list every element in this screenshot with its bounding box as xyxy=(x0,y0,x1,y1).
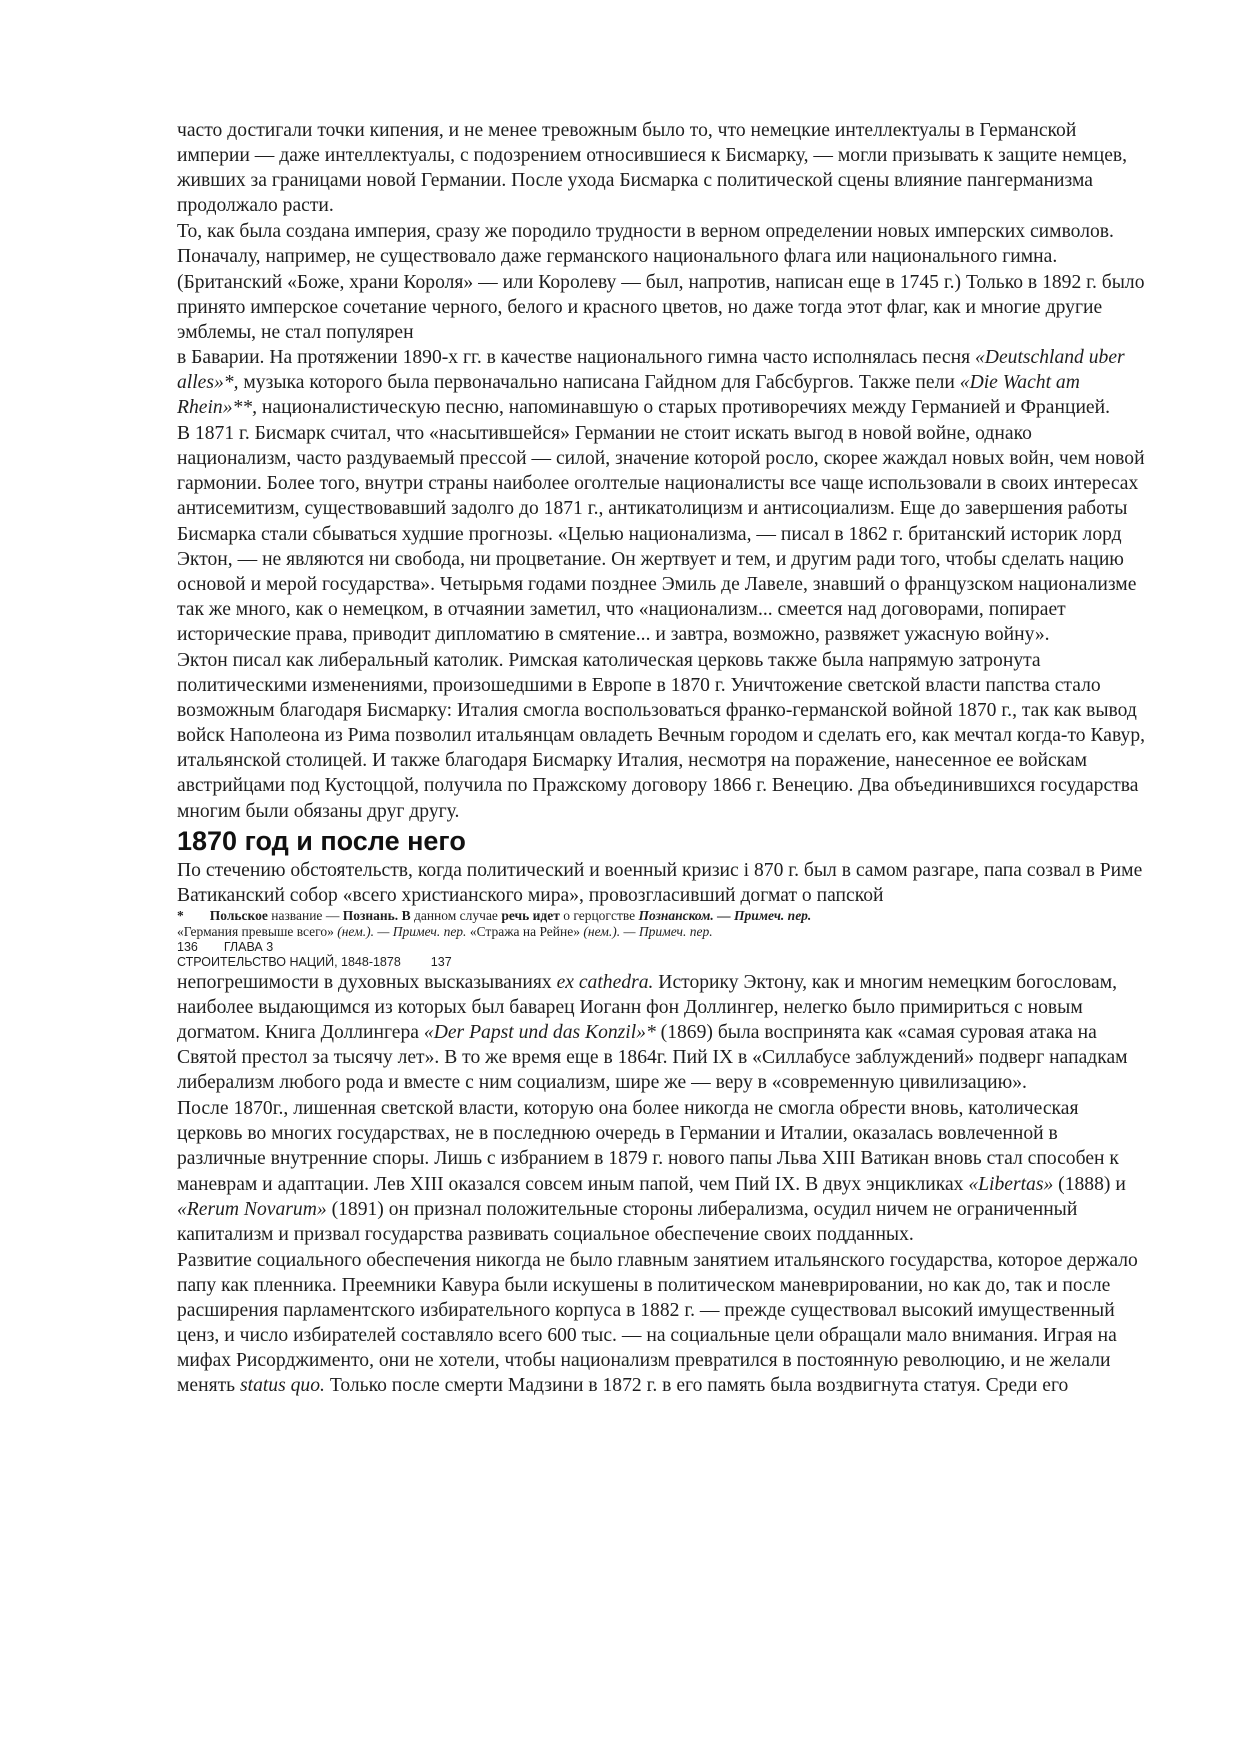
running-header xyxy=(177,940,1147,955)
paragraph: То, как была создана империя, сразу же породило трудности в верном определении новых имперских символов. Поначалу, например, не существовало даже германского национального флага или национального гимна. (Британский «Боже, храни Короля» — или Королеву — был, напротив, написан еще в 1745 г.) Только в 1892 г. было принято имперское сочетание черного, белого и красного цветов, но даже тогда этот флаг, как и многие другие эмблемы, не стал популярен xyxy=(177,221,1145,343)
running-header xyxy=(177,955,1147,970)
paragraph: В 1871 г. Бисмарк считал, что «насытившейся» Германии не стоит искать выгод в новой войне, однако национализм, часто раздуваемый прессой — силой, значение которой росло, скорее жаждал новых войн, чем новой гармонии. Более того, внутри страны наиболее оголтелые националисты все чаще использовали в своих интересах антисемитизм, существовавший задолго до 1871 г., антикатолицизм и антисоциализм. Еще до завершения работы Бисмарка стали сбываться худшие прогнозы. «Целью национализма, — писал в 1862 г. британский историк лорд Эктон, — не являются ни свобода, ни процветание. Он жертвует и тем, и другим ради того, чтобы сделать нацию основой и мерой государства». Четырьмя годами позднее Эмиль де Лавеле, знавший о французском национализме так же много, как о немецком, в отчаянии заметил, что «национализм... смеется над договорами, попирает исторические права, приводит дипломатию в смятение... и завтра, возможно, развяжет ужасную войну». xyxy=(177,423,1145,645)
footnote: * Польское название — Познань. В данном случае речь идет о герцогстве Познанском. — Примеч. пер. xyxy=(177,907,812,923)
chapter-label: ГЛАВА 3 xyxy=(223,939,274,954)
paragraph: После 1870г., лишенная светской власти, которую она более никогда не смогла обрести вновь, католическая церковь во многих государствах, не в последнюю очередь в Германии и Италии, оказалась вовлеченной в различные внутренние споры. Лишь с избранием в 1879 г. нового папы Льва XIII Ватикан вновь стал способен к маневрам и адаптации. Лев XIII оказался совсем иным папой, чем Пий IX. В двух энцикликах «Libertas» (1888) и «Rerum Novarum» (1891) он признал положительные стороны либерализма, осудил ничем не ограниченный капитализм и призвал государства развивать социальное обеспечение своих подданных. xyxy=(177,1098,1126,1245)
paragraph: Эктон писал как либеральный католик. Римская католическая церковь также была напрямую затронута политическими изменениями, произошедшими в Европе в 1870 г. Уничтожение светской власти папства стало возможным благодаря Бисмарку: Италия смогла воспользоваться франко-германской войной 1870 г., так как вывод войск Наполеона из Рима позволил итальянцам овладеть Вечным городом и сделать его, как мечтал когда-то Кавур, итальянской столицей. И также благодаря Бисмарку Италия, несмотря на поражение, нанесенное ее войскам австрийцами под Кустоццой, получила по Пражскому договору 1866 г. Венецию. Два объединившихся государства многим были обязаны друг другу. xyxy=(177,649,1146,822)
page-number: 137 xyxy=(430,954,452,969)
page-number: 136 xyxy=(177,939,198,954)
section-heading: 1870 год и после него xyxy=(177,825,466,856)
book-section-title: СТРОИТЕЛЬСТВО НАЦИЙ, 1848-1878 xyxy=(177,954,401,969)
paragraph: часто достигали точки кипения, и не менее тревожным было то, что немецкие интеллектуалы в Германской империи — даже интеллектуалы, с подозрением относившиеся к Бисмарку, — могли призывать к защите немцев, живших за границами новой Германии. После ухода Бисмарка с политической сцены влияние пангерманизма продолжало расти. xyxy=(177,120,1128,217)
document-page xyxy=(177,118,1147,1398)
paragraph: Развитие социального обеспечения никогда не было главным занятием итальянского государства, которое держало папу как пленника. Преемники Кавура были искушены в политическом маневрировании, но как до, так и после расширения парламентского избирательного корпуса в 1882 г. — прежде существовал высокий имущественный ценз, и число избирателей составляло всего 600 тыс. — на социальные цели обращали мало внимания. Играя на мифах Рисорджименто, они не хотели, чтобы национализм превратился в постоянную революцию, и не желали менять status quo. Только после смерти Мадзини в 1872 г. в его память была воздвигнута статуя. Среди его xyxy=(177,1249,1138,1397)
paragraph: в Баварии. На протяжении 1890-х гг. в качестве национального гимна часто исполнялась песня «Deutschland uber alles»*, музыка которого была первоначально написана Гайдном для Габсбургов. Также пели «Die Wacht am Rhein»**, националистическую песню, напоминавшую о старых противоречиях между Германией и Францией. xyxy=(177,346,1125,419)
paragraph: По стечению обстоятельств, когда политический и военный кризис і 870 г. был в самом разгаре, папа созвал в Риме Ватиканский собор «всего христианского мира», провозгласивший догмат о папской xyxy=(177,859,1143,906)
footnote: «Германия превыше всего» (нем.). — Примеч. пер. «Стража на Рейне» (нем.). — Примеч. пер. xyxy=(177,923,713,939)
paragraph: непогрешимости в духовных высказываниях ex cathedra. Историку Эктону, как и многим немецким богословам, наиболее выдающимся из которых был баварец Иоганн фон Доллингер, нелегко было примириться с новым догматом. Книга Доллингера «Der Papst und das Konzil»* (1869) была воспринята как «самая суровая атака на Святой престол за тысячу лет». В то же время еще в 1864г. Пий IX в «Силлабусе заблуждений» подверг нападкам либерализм любого рода и вместе с ним социализм, шире же — веру в «современную цивилизацию». xyxy=(177,971,1128,1094)
